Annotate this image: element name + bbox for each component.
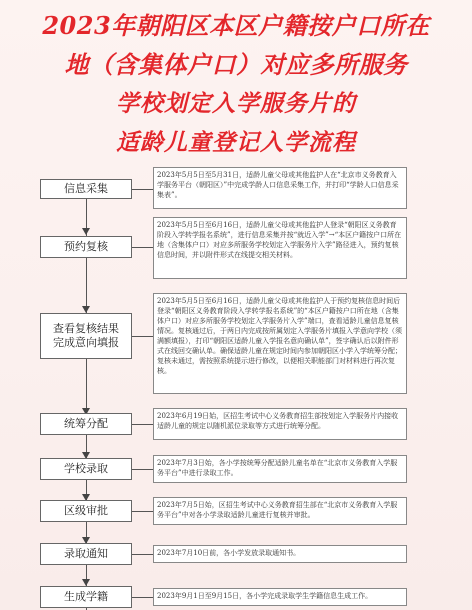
- step-label: 录取通知: [64, 547, 108, 560]
- step-connector: [132, 469, 153, 470]
- step-appointment-review: [40, 236, 132, 258]
- step-district-approval: [40, 500, 132, 522]
- step-connector: [132, 511, 153, 512]
- step-description: 2023年5月5日至6月16日，适龄儿童父母或其他监护人于预约复核信息时间后登录“朝阳区义务教育阶段入学转学报名系统”的“本区户籍按户口所在地（含集体户口）对应多所服务学校划定入学服务片入学”端口，查看适龄儿童信息复核情况。复核通过后，于两日内完成按所属划定入学服务片填报入学意向学校（须满额填报），打印“朝阳区适龄儿童入学报名意向确认单”，签字确认后以附件形式在线回交确认单。确保适龄儿童在规定时间内参加朝阳区小学入学统筹分配；复核未通过，需按照系统提示进行修改，以便相关职能部门对材料进行再次复核。: [153, 293, 407, 394]
- step-overall-allocation: [40, 413, 132, 435]
- step-connector: [132, 189, 153, 190]
- step-connector: [132, 597, 153, 598]
- step-school-admission: [40, 458, 132, 480]
- step-label: 完成意向填报: [53, 336, 119, 349]
- step-label: 信息采集: [64, 182, 108, 195]
- step-label: 预约复核: [64, 240, 108, 253]
- step-label: 生成学籍: [64, 590, 108, 603]
- step-generate-student-record: [40, 586, 132, 608]
- step-connector: [132, 336, 153, 337]
- step-description: 2023年6月19日始，区招生考试中心义务教育招生部按划定入学服务片内接收适龄儿童的规定以随机派位录取等方式进行统筹分配。: [153, 408, 407, 440]
- step-label: 查看复核结果: [53, 322, 119, 335]
- step-connector: [132, 424, 153, 425]
- step-connector: [132, 247, 153, 248]
- step-description: 2023年7月10日前，各小学发放录取通知书。: [153, 545, 407, 563]
- step-description: 2023年5月5日至5月31日，适龄儿童父母或其他监护人在“北京市义务教育入学服务平台（朝阳区）”中完成学龄人口信息采集工作，并打印“学龄人口信息采集表”。: [153, 167, 407, 209]
- step-connector: [132, 554, 153, 555]
- step-label: 学校录取: [64, 462, 108, 475]
- step-description: 2023年5月5日至6月16日，适龄儿童父母或其他监护人登录“朝阳区义务教育阶段入学转学报名系统”，进行信息采集并按“就近入学”→“本区户籍按户口所在地（含集体户口）对应多所服务学校划定入学服务片入学”路径进入，预约复核信息时间，并以附件形式在线提交相关材料。: [153, 217, 407, 279]
- step-admission-notice: [40, 543, 132, 565]
- flow-arrow: [82, 228, 90, 235]
- step-label: 统筹分配: [64, 417, 108, 430]
- flow-arrow: [82, 579, 90, 586]
- step-description: 2023年9月1日至9月15日，各小学完成录取学生学籍信息生成工作。: [153, 588, 407, 606]
- step-info-collection: [40, 179, 132, 199]
- title-line-2: 地（含集体户口）对应多所服务: [64, 50, 408, 79]
- title-line-4: 适龄儿童登记入学流程: [116, 129, 356, 156]
- title-line-3: 学校划定入学服务片的: [116, 90, 356, 117]
- step-description: 2023年7月5日始，区招生考试中心义务教育招生部在“北京市义务教育入学服务平台”中对各小学录取适龄儿童进行复核并审批。: [153, 497, 407, 525]
- step-description: 2023年7月3日始，各小学按统筹分配适龄儿童名单在“北京市义务教育入学服务平台”中进行录取工作。: [153, 455, 407, 483]
- flow-arrow: [82, 306, 90, 313]
- step-label: 区级审批: [64, 504, 108, 517]
- step-view-result-fill-intent: [40, 313, 132, 359]
- title-line-1: 2023年朝阳区本区户籍按户口所在: [42, 11, 430, 40]
